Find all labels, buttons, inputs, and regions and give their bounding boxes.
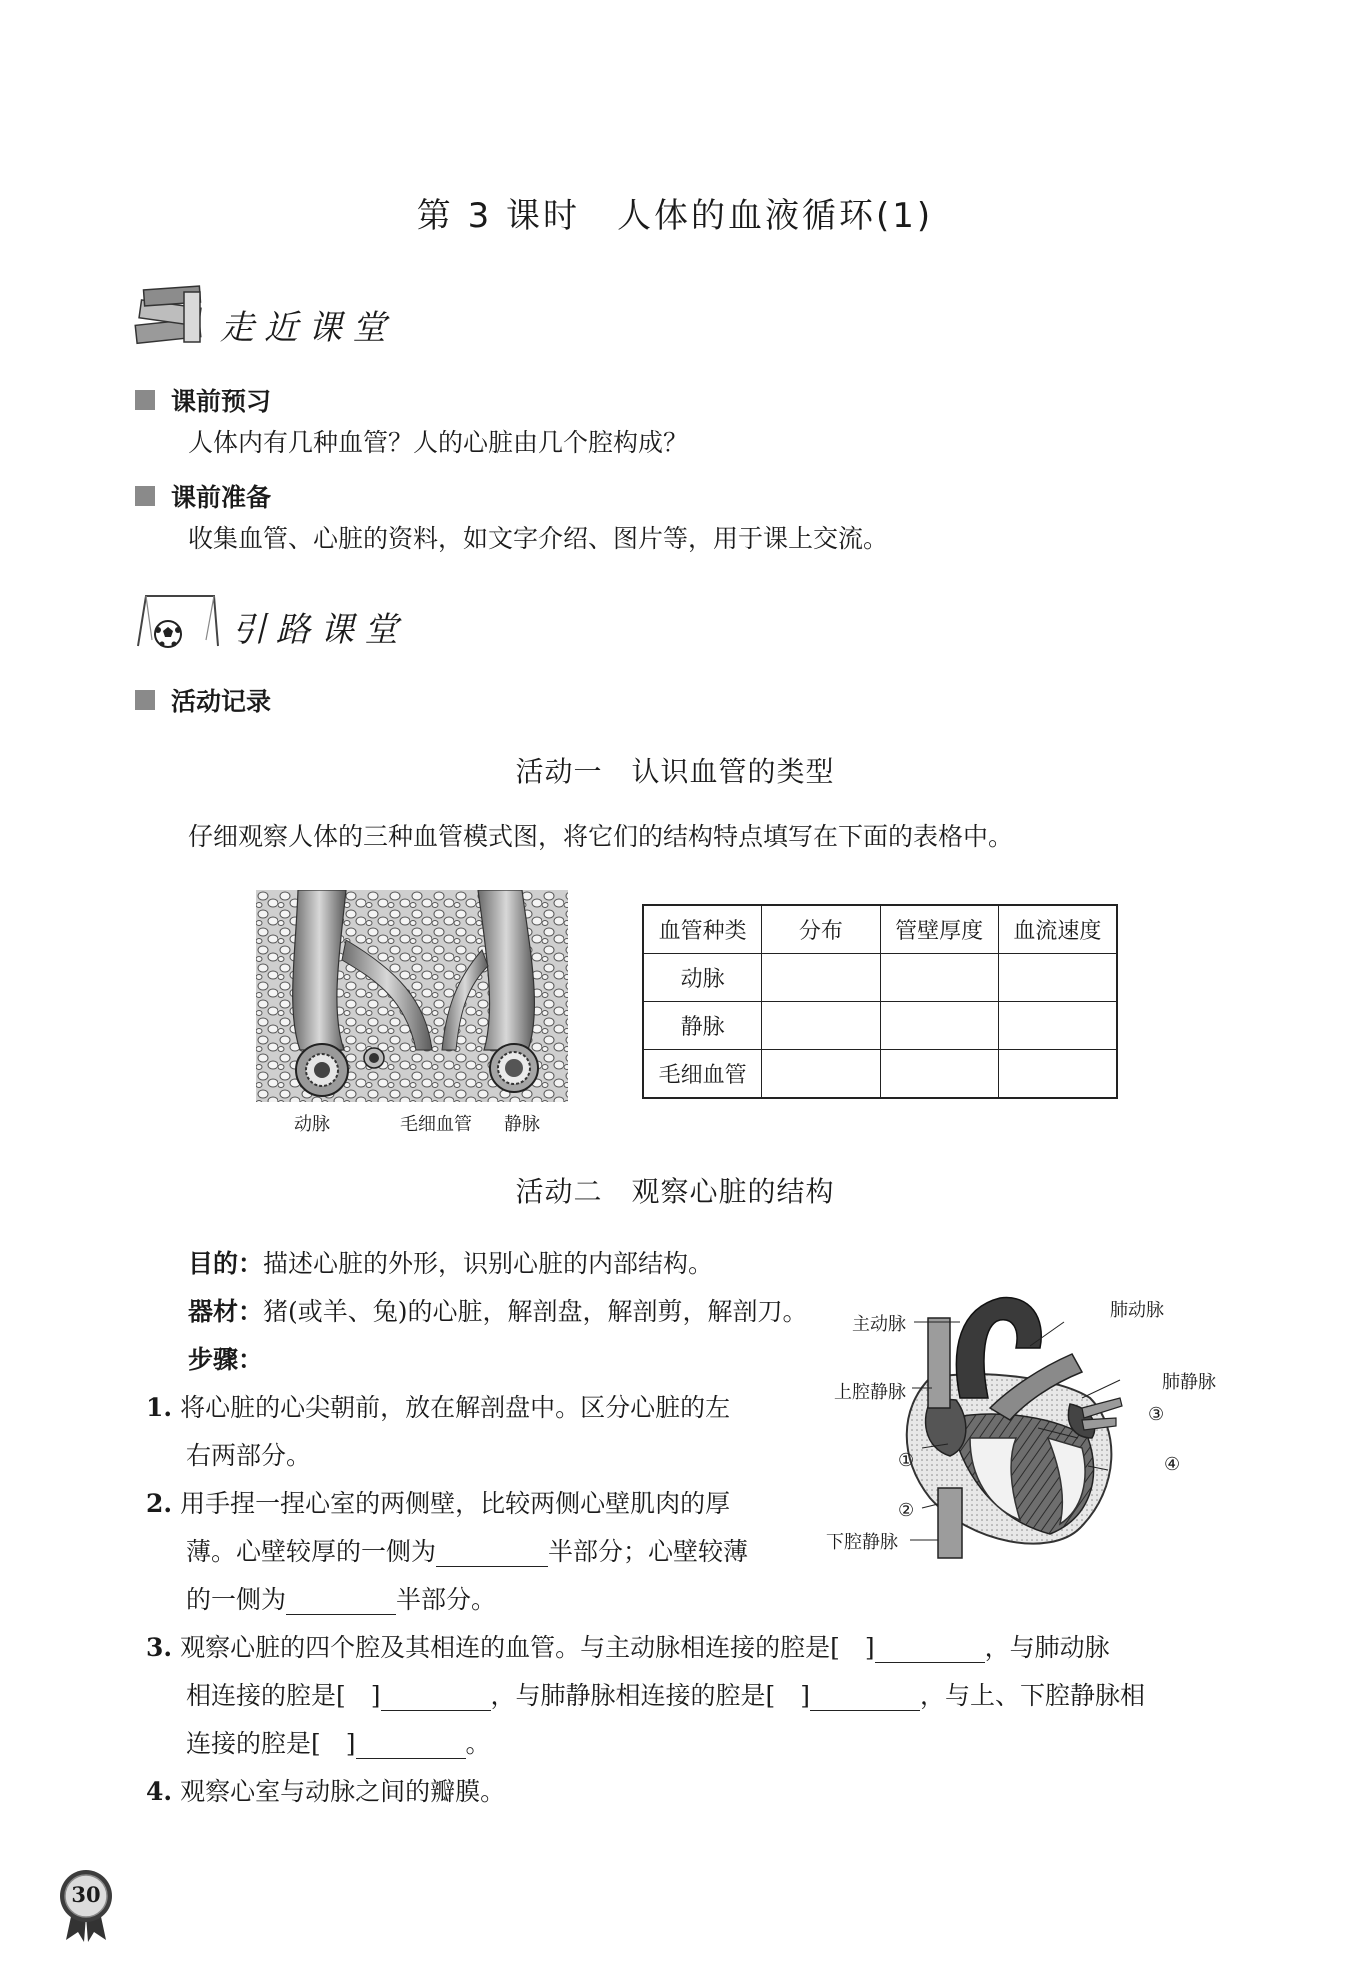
steps-label	[188, 1340, 263, 1376]
answer-blank-vena-cava-chamber[interactable]	[356, 1729, 466, 1759]
vessel-comparison-table	[642, 904, 1118, 1099]
section-banner-guide: 引路课堂	[232, 610, 408, 650]
step3-number: 3.	[146, 1633, 173, 1662]
answer-blank-thinner-side[interactable]	[286, 1585, 396, 1615]
heart-label-1: ①	[898, 1450, 915, 1471]
answer-cell[interactable]	[762, 1002, 880, 1050]
step3-line3	[186, 1724, 491, 1760]
purpose-line	[188, 1244, 713, 1280]
activity1-title: 活动一 认识血管的类型	[515, 755, 835, 788]
answer-cell[interactable]	[998, 954, 1117, 1002]
table-header-cell: 分布	[762, 905, 880, 954]
answer-blank-pulmonary-vein-chamber[interactable]	[810, 1681, 920, 1711]
purpose-label: 目的：	[188, 1249, 264, 1278]
answer-cell[interactable]	[998, 1002, 1117, 1050]
step2-number: 2.	[146, 1489, 173, 1518]
step2-text-b2: 半部分；心壁较薄	[548, 1537, 749, 1566]
vessel-label-vein: 静脉	[504, 1114, 540, 1135]
answer-blank-aorta-chamber[interactable]	[875, 1633, 985, 1663]
step2-line3	[186, 1580, 496, 1616]
step3-text-a2: ，与肺动脉	[984, 1633, 1110, 1662]
table-header-row	[643, 905, 1117, 954]
step1-line1	[146, 1388, 730, 1424]
table-row	[643, 1050, 1117, 1099]
page-number: 30	[71, 1882, 101, 1907]
blood-vessel-illustration	[256, 890, 568, 1102]
step2-text-a: 用手捏一捏心室的两侧壁，比较两侧心壁肌肉的厚	[180, 1489, 731, 1518]
preview-text: 人体内有几种血管？人的心脏由几个腔构成？	[188, 428, 689, 457]
step2-text-c1: 的一侧为	[186, 1585, 287, 1614]
step3-text-a1: 观察心脏的四个腔及其相连的血管。与主动脉相连接的腔是[ ]	[180, 1633, 875, 1662]
step4-text: 观察心室与动脉之间的瓣膜。	[180, 1777, 506, 1806]
table-header-cell: 管壁厚度	[880, 905, 998, 954]
heart-label-4: ④	[1164, 1454, 1181, 1475]
soccer-goal-icon	[132, 590, 222, 652]
step2-line1	[146, 1484, 730, 1520]
heart-label-3: ③	[1148, 1404, 1165, 1425]
table-row-label: 静脉	[643, 1002, 762, 1050]
table-row-label: 动脉	[643, 954, 762, 1002]
prepare-text: 收集血管、心脏的资料，如文字介绍、图片等，用于课上交流。	[188, 524, 889, 553]
step3-text-c2: 。	[465, 1729, 491, 1758]
heart-label-aorta: 主动脉	[852, 1314, 906, 1335]
step3-line1	[146, 1628, 1110, 1664]
heart-label-superior-vena-cava: 上腔静脉	[834, 1382, 906, 1403]
step3-text-c1: 连接的腔是[ ]	[186, 1729, 356, 1758]
answer-blank-thicker-side[interactable]	[436, 1537, 548, 1567]
answer-cell[interactable]	[880, 954, 998, 1002]
bullet-square-icon	[135, 486, 155, 506]
heart-label-2: ②	[898, 1500, 915, 1521]
books-icon	[132, 282, 212, 350]
subheading-prepare	[135, 478, 271, 514]
answer-cell[interactable]	[880, 1002, 998, 1050]
answer-cell[interactable]	[880, 1050, 998, 1099]
answer-cell[interactable]	[762, 954, 880, 1002]
vessel-label-capillary: 毛细血管	[400, 1114, 472, 1135]
step3-text-b2: ，与肺静脉相连接的腔是[ ]	[490, 1681, 811, 1710]
preview-heading: 课前预习	[171, 387, 272, 416]
step2-line2	[186, 1532, 748, 1568]
subheading-record	[135, 682, 271, 718]
step4-number: 4.	[146, 1777, 173, 1806]
step2-text-b1: 薄。心壁较厚的一侧为	[186, 1537, 437, 1566]
step1-text-b: 右两部分。	[186, 1441, 312, 1470]
table-row	[643, 954, 1117, 1002]
table-header-cell: 血流速度	[998, 905, 1117, 954]
answer-cell[interactable]	[762, 1050, 880, 1099]
prepare-heading: 课前准备	[171, 483, 272, 512]
materials-line	[188, 1292, 808, 1328]
bullet-square-icon	[135, 690, 155, 710]
table-header-cell: 血管种类	[643, 905, 762, 954]
materials-text: 猪(或羊、兔)的心脏，解剖盘，解剖剪，解剖刀。	[263, 1297, 808, 1326]
steps-label-text: 步骤：	[188, 1345, 264, 1374]
answer-blank-pulmonary-artery-chamber[interactable]	[381, 1681, 491, 1711]
step3-text-b3: ，与上、下腔静脉相	[920, 1681, 1146, 1710]
table-row	[643, 1002, 1117, 1050]
section-banner-approach: 走近课堂	[220, 308, 396, 348]
step1-number: 1.	[146, 1393, 173, 1422]
activity2-title: 活动二 观察心脏的结构	[515, 1175, 835, 1208]
heart-label-inferior-vena-cava: 下腔静脉	[826, 1532, 898, 1553]
vessel-label-artery: 动脉	[294, 1114, 330, 1135]
bullet-square-icon	[135, 390, 155, 410]
step4-line	[146, 1772, 505, 1808]
activity1-instruction: 仔细观察人体的三种血管模式图，将它们的结构特点填写在下面的表格中。	[188, 822, 1014, 851]
materials-label: 器材：	[188, 1297, 264, 1326]
answer-cell[interactable]	[998, 1050, 1117, 1099]
heart-label-pulmonary-vein: 肺静脉	[1162, 1372, 1216, 1393]
page-number-badge	[56, 1868, 116, 1944]
subheading-preview	[135, 382, 271, 418]
purpose-text: 描述心脏的外形，识别心脏的内部结构。	[263, 1249, 714, 1278]
step3-line2	[186, 1676, 1145, 1712]
record-heading: 活动记录	[171, 687, 272, 716]
lesson-title: 第 3 课时 人体的血液循环(1)	[416, 196, 934, 236]
step2-text-c2: 半部分。	[396, 1585, 497, 1614]
heart-label-pulmonary-artery: 肺动脉	[1110, 1300, 1164, 1321]
table-row-label: 毛细血管	[643, 1050, 762, 1099]
step3-text-b1: 相连接的腔是[ ]	[186, 1681, 381, 1710]
step1-text-a: 将心脏的心尖朝前，放在解剖盘中。区分心脏的左	[180, 1393, 731, 1422]
